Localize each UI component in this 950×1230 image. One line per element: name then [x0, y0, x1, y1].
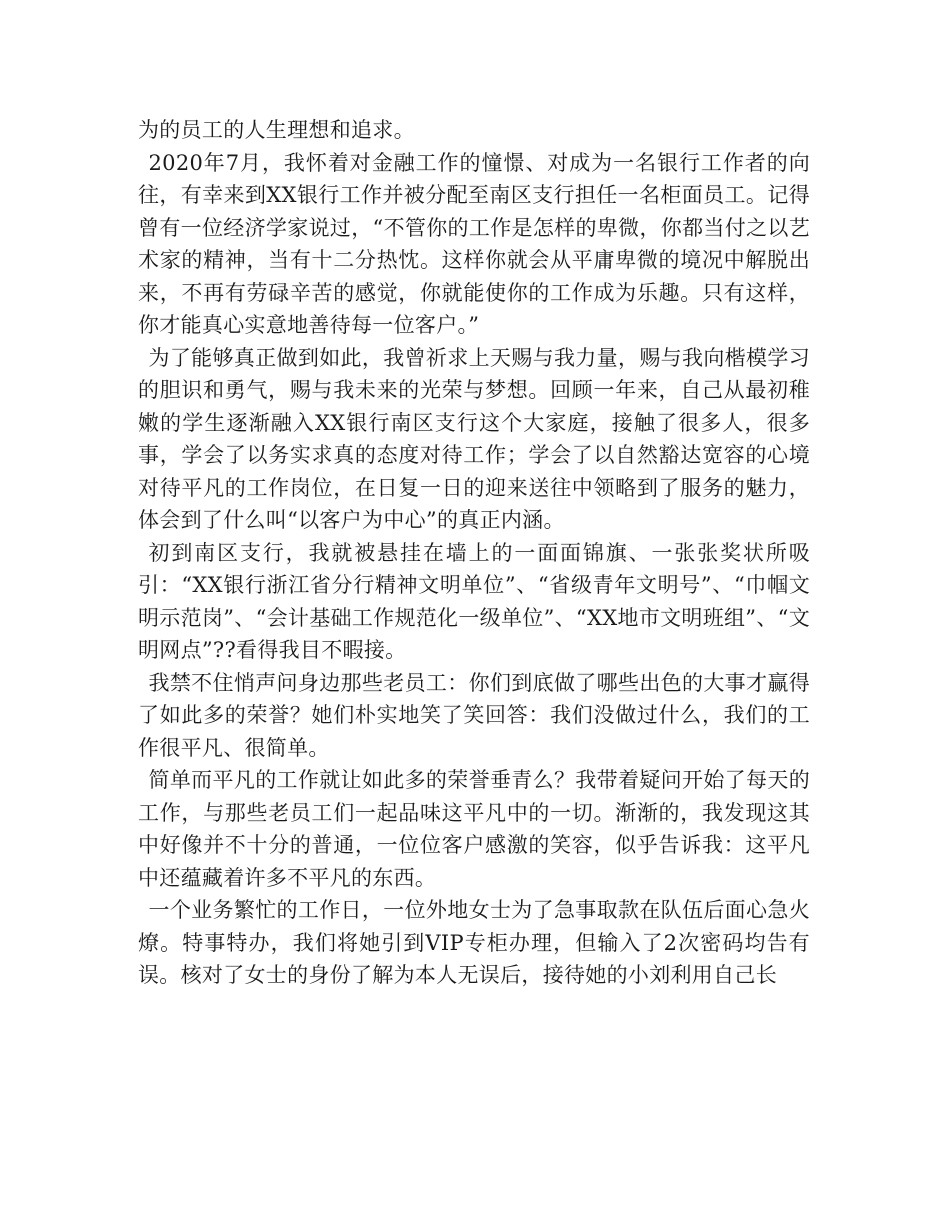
document-body — [138, 114, 810, 992]
paragraph: 为的员工的人生理想和追求。 — [138, 118, 415, 142]
paragraph: 初到南区支行，我就被悬挂在墙上的一面面锦旗、一张张奖状所吸引：“XX银行浙江省分行精神文明单位”、“省级青年文明号”、“巾帼文明示范岗”、“会计基础工作规范化一级单位”、“XX地市文明班组”、“文明网点”??看得我目不暇接。 — [138, 540, 810, 662]
paragraph: 为了能够真正做到如此，我曾祈求上天赐与我力量，赐与我向楷模学习的胆识和勇气，赐与我未来的光荣与梦想。回顾一年来，自己从最初稚嫩的学生逐渐融入XX银行南区支行这个大家庭，接触了很多人，很多事，学会了以务实求真的态度对待工作；学会了以自然豁达宽容的心境对待平凡的工作岗位，在日复一日的迎来送往中领略到了服务的魅力，体会到了什么叫“以客户为中心”的真正内涵。 — [138, 345, 810, 532]
paragraph: 一个业务繁忙的工作日，一位外地女士为了急事取款在队伍后面心急火燎。特事特办，我们将她引到VIP专柜办理，但输入了2次密码均告有误。核对了女士的身份了解为本人无误后，接待她的小刘利用自己长 — [138, 898, 810, 987]
paragraph: 我禁不住悄声问身边那些老员工：你们到底做了哪些出色的大事才赢得了如此多的荣誉？她们朴实地笑了笑回答：我们没做过什么，我们的工作很平凡、很简单。 — [138, 670, 810, 760]
paragraph: 2020年7月，我怀着对金融工作的憧憬、对成为一名银行工作者的向往，有幸来到XX银行工作并被分配至南区支行担任一名柜面员工。记得曾有一位经济学家说过，“不管你的工作是怎样的卑微，你都当付之以艺术家的精神，当有十二分热忱。这样你就会从平庸卑微的境况中解脱出来，不再有劳碌辛苦的感觉，你就能使你的工作成为乐趣。只有这样，你才能真心实意地善待每一位客户。” — [138, 150, 810, 337]
paragraph: 简单而平凡的工作就让如此多的荣誉垂青么？我带着疑问开始了每天的工作，与那些老员工们一起品味这平凡中的一切。渐渐的，我发现这其中好像并不十分的普通，一位位客户感激的笑容，似乎告诉我：这平凡中还蕴藏着许多不平凡的东西。 — [138, 768, 810, 890]
